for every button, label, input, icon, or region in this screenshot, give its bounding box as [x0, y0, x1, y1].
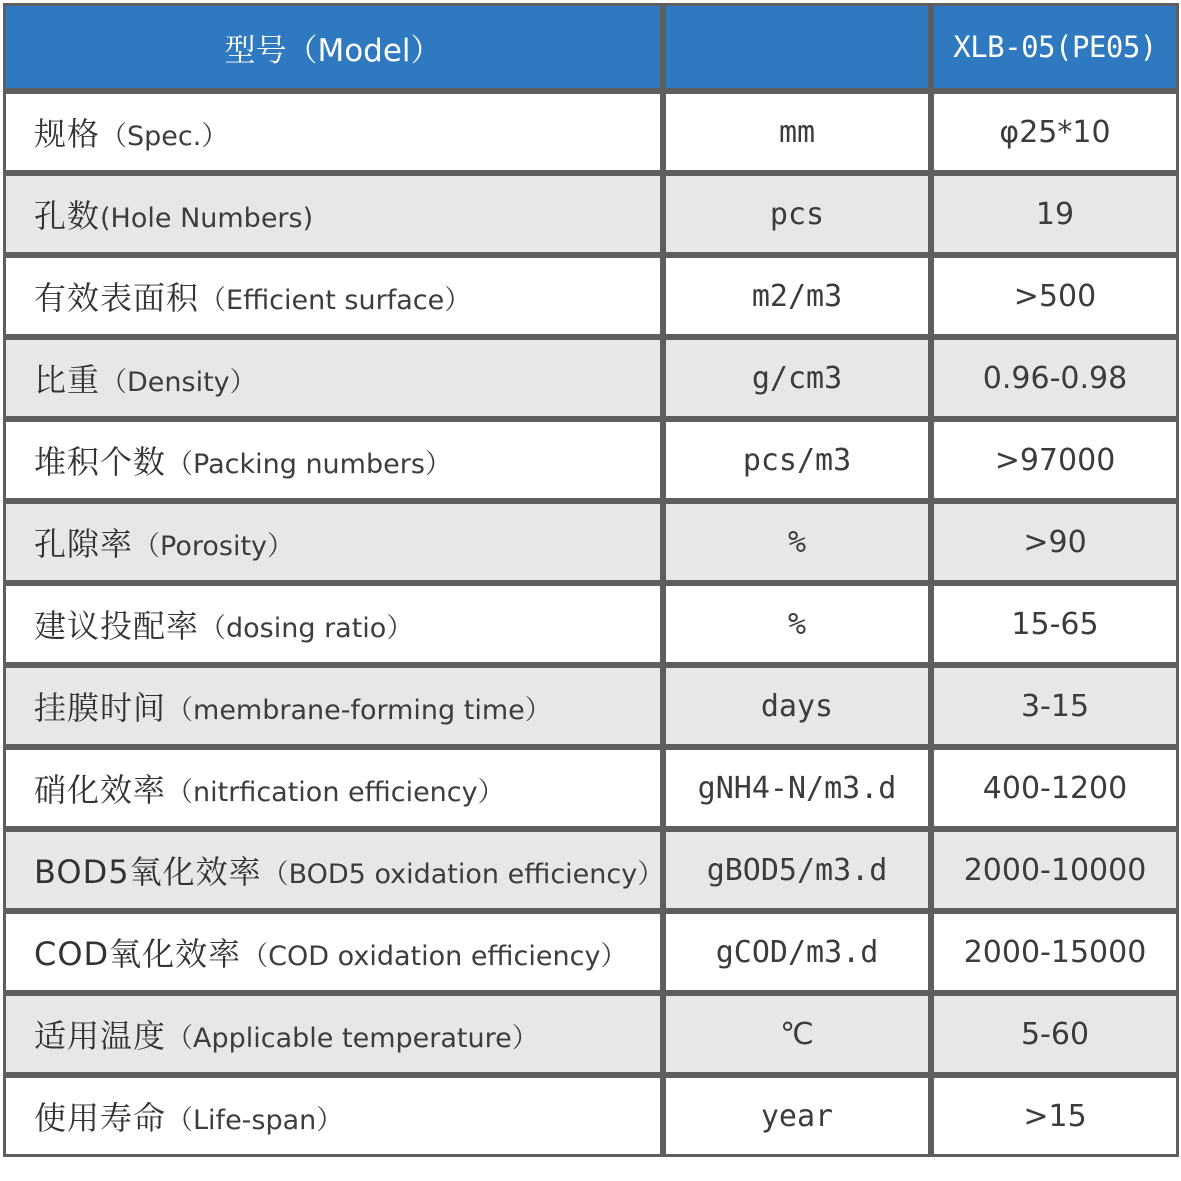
row-unit-cell: g/cm3	[663, 337, 931, 419]
row-name-cell	[3, 583, 663, 665]
row-name-zh: 孔数	[34, 197, 101, 235]
row-name-cell	[3, 337, 663, 419]
row-value-cell: 2000-15000	[931, 911, 1179, 993]
row-name-en: （Life-span）	[166, 1105, 344, 1136]
table-row	[3, 91, 1179, 173]
row-value-cell: >15	[931, 1075, 1179, 1157]
row-name-zh: 规格	[34, 115, 101, 153]
row-name-cell	[3, 91, 663, 173]
row-unit-cell: gNH4-N/m3.d	[663, 747, 931, 829]
row-name-cell	[3, 1075, 663, 1157]
table-row	[3, 337, 1179, 419]
row-value-cell: 3-15	[931, 665, 1179, 747]
row-name-en: （Spec.）	[100, 121, 229, 152]
row-unit-cell: year	[663, 1075, 931, 1157]
row-name-en: （membrane-forming time）	[166, 695, 552, 726]
header-value-cell: XLB-05(PE05)	[931, 3, 1179, 91]
row-name-en: (Hole Numbers)	[100, 203, 314, 234]
row-unit-cell: pcs/m3	[663, 419, 931, 501]
row-name-zh: BOD5氧化效率	[34, 853, 262, 891]
row-name-zh: COD氧化效率	[34, 935, 242, 973]
spec-table-body	[3, 3, 1179, 1157]
row-value-cell: >97000	[931, 419, 1179, 501]
row-name-cell	[3, 993, 663, 1075]
row-name-cell	[3, 829, 663, 911]
row-unit-cell: mm	[663, 91, 931, 173]
row-name-en: （nitrfication efficiency）	[166, 777, 505, 808]
row-name-zh: 使用寿命	[34, 1099, 167, 1137]
table-row	[3, 583, 1179, 665]
row-value-cell: >90	[931, 501, 1179, 583]
table-row	[3, 173, 1179, 255]
row-name-zh: 堆积个数	[34, 443, 167, 481]
row-name-zh: 适用温度	[34, 1017, 167, 1055]
row-value-cell: 400-1200	[931, 747, 1179, 829]
row-value-cell: >500	[931, 255, 1179, 337]
table-row	[3, 993, 1179, 1075]
table-row	[3, 665, 1179, 747]
table-row	[3, 1075, 1179, 1157]
table-row	[3, 255, 1179, 337]
spec-table	[3, 3, 1179, 1157]
row-name-zh: 比重	[34, 361, 101, 399]
table-row	[3, 829, 1179, 911]
row-name-cell	[3, 747, 663, 829]
row-unit-cell: pcs	[663, 173, 931, 255]
row-unit-cell: days	[663, 665, 931, 747]
row-value-cell: 15-65	[931, 583, 1179, 665]
row-unit-cell: %	[663, 583, 931, 665]
row-value-cell: 5-60	[931, 993, 1179, 1075]
row-name-cell	[3, 419, 663, 501]
row-value-cell: 0.96-0.98	[931, 337, 1179, 419]
row-name-en: （Packing numbers）	[166, 449, 452, 480]
row-name-zh: 孔隙率	[34, 525, 134, 563]
row-name-cell	[3, 501, 663, 583]
row-unit-cell: %	[663, 501, 931, 583]
row-name-zh: 有效表面积	[34, 279, 200, 317]
row-unit-cell: gBOD5/m3.d	[663, 829, 931, 911]
header-name-cell: 型号（Model）	[3, 3, 663, 91]
header-unit-cell	[663, 3, 931, 91]
row-name-en: （Applicable temperature）	[166, 1023, 539, 1054]
row-name-cell	[3, 173, 663, 255]
row-name-cell	[3, 665, 663, 747]
table-header-row	[3, 3, 1179, 91]
row-name-cell	[3, 255, 663, 337]
row-value-cell: 2000-10000	[931, 829, 1179, 911]
row-name-en: （Porosity）	[133, 531, 295, 562]
row-name-cell	[3, 911, 663, 993]
table-row	[3, 911, 1179, 993]
row-name-zh: 挂膜时间	[34, 689, 167, 727]
row-name-zh: 建议投配率	[34, 607, 200, 645]
row-name-en: （COD oxidation efficiency）	[241, 941, 628, 972]
row-unit-cell: m2/m3	[663, 255, 931, 337]
row-value-cell: φ25*10	[931, 91, 1179, 173]
row-name-zh: 硝化效率	[34, 771, 167, 809]
row-unit-cell: ℃	[663, 993, 931, 1075]
row-value-cell: 19	[931, 173, 1179, 255]
row-name-en: （Density）	[100, 367, 257, 398]
row-name-en: （Efficient surface）	[199, 285, 472, 316]
row-name-en: （dosing ratio）	[199, 613, 414, 644]
table-row	[3, 747, 1179, 829]
table-row	[3, 501, 1179, 583]
table-row	[3, 419, 1179, 501]
row-unit-cell: gCOD/m3.d	[663, 911, 931, 993]
row-name-en: （BOD5 oxidation efficiency）	[261, 859, 665, 890]
